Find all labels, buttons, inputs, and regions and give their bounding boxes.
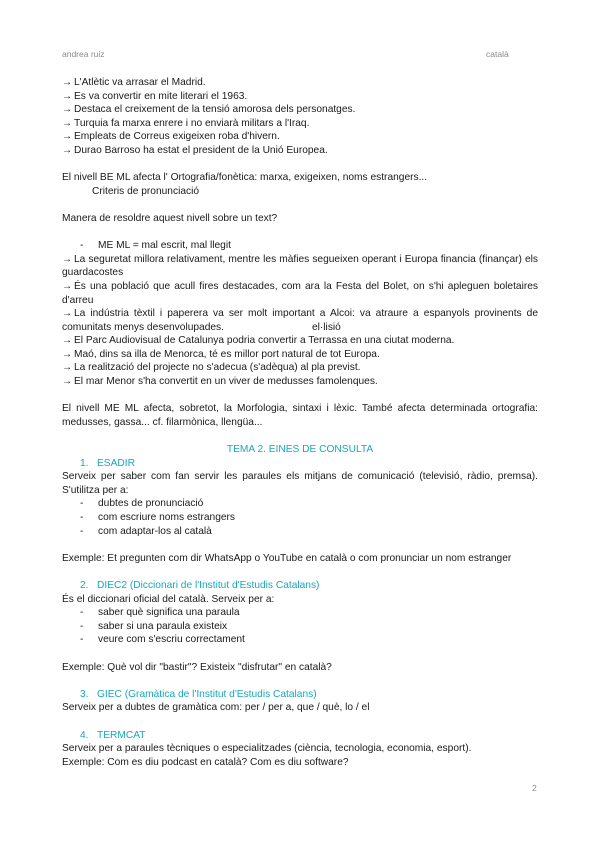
esadir-description: Serveix per saber com fan servir les paraules els mitjans de comunicació (televisió, ràdio, premsa). S'utilitza per a:	[62, 471, 538, 496]
list-item: → La indústria tèxtil i paperera va ser molt important a Alcoi: va atraure a espanyols provinents de comunitats menys desenvolupades. el·lisió	[62, 308, 538, 333]
list-item: - dubtes de pronunciació	[80, 498, 204, 510]
list-item: → La realització del projecte no s'adecua (s'adèqua) al pla previst.	[62, 362, 361, 374]
giec-description: Serveix per a dubtes de gramàtica com: per / per a, que / què, lo / el	[62, 702, 370, 714]
list-item: → Turquia fa marxa enrere i no enviarà militars a l'Iraq.	[62, 117, 310, 129]
diec2-example: Exemple: Què vol dir "bastir"? Existeix "disfrutar" en català?	[62, 661, 332, 673]
arrow-right-icon: →	[62, 335, 73, 347]
header-author: andrea ruiz	[62, 49, 105, 59]
list-item: → La seguretat millora relativament, mentre les màfies segueixen operant i Europa financia (finançar) els guardacostes	[62, 253, 538, 279]
arrow-right-icon: →	[62, 362, 73, 374]
list-item: → És una població que acull fires destacades, com ara la Festa del Bolet, on s'hi apleguen boletaires d'arreu	[62, 280, 538, 306]
page-number: 2	[532, 783, 537, 793]
header-subject: català	[486, 49, 509, 59]
arrow-right-icon: →	[62, 280, 73, 292]
be-ml-text: El nivell BE ML afecta l' Ortografia/fonètica: marxa, exigeixen, noms estrangers...	[62, 172, 428, 184]
list-item: - saber si una paraula existeix	[80, 620, 228, 632]
arrow-right-icon: →	[62, 117, 73, 129]
arrow-right-icon: →	[62, 90, 73, 102]
list-item: - com escriure noms estrangers	[80, 512, 236, 523]
diec2-description: És el diccionari oficial del català. Serveix per a:	[62, 593, 275, 605]
question: Manera de resoldre aquest nivell sobre un text?	[62, 212, 278, 224]
arrow-right-icon: →	[62, 131, 73, 143]
arrow-right-icon: →	[62, 376, 73, 388]
termcat-description: Serveix per a paraules tècniques o especialitzades (ciència, tecnologia, economia, esport).	[62, 743, 472, 755]
arrow-right-icon: →	[62, 104, 73, 116]
arrow-right-icon: →	[62, 144, 73, 156]
esadir-example: Exemple: Et pregunten com dir WhatsApp o YouTube en català o com pronunciar un nom estranger	[62, 552, 512, 564]
list-item: → El Parc Audiovisual de Catalunya podria convertir a Terrassa en una ciutat moderna.	[62, 335, 455, 347]
list-item: → Durao Barroso ha estat el president de la Unió Europea.	[62, 144, 328, 156]
arrow-right-icon: →	[62, 253, 73, 265]
elision-note: el·lisió	[311, 321, 341, 333]
list-item: → Destaca el creixement de la tensió amorosa dels personatges.	[62, 104, 356, 116]
section-heading-termcat: 4. TERMCAT	[80, 729, 146, 741]
be-ml-sub: Criteris de pronunciació	[92, 185, 200, 197]
list-item: → Empleats de Correus exigeixen roba d'hivern.	[62, 131, 280, 143]
list-item: - saber què significa una paraula	[80, 607, 240, 619]
list-item: → El mar Menor s'ha convertit en un viver de medusses famolenques.	[62, 376, 378, 388]
list-item: → L'Atlètic va arrasar el Madrid.	[62, 77, 206, 88]
me-ml-paragraph: El nivell ME ML afecta, sobretot, la Morfologia, sintaxi i lèxic. També afecta determinada ortografia: medusses, gassa... cf. filarmònica, llengüa...	[62, 403, 538, 428]
section-heading-diec2: 2. DIEC2 (Diccionari de l'Institut d'Estudis Catalans)	[80, 579, 320, 591]
termcat-example: Exemple: Com es diu podcast en català? Com es diu software?	[62, 756, 349, 768]
section-title: TEMA 2. EINES DE CONSULTA	[226, 444, 374, 456]
document-body	[62, 76, 538, 769]
section-heading-esadir: 1. ESADIR	[80, 457, 135, 469]
section-heading-giec: 3. GIEC (Gramàtica de l'Institut d'Estudis Catalans)	[80, 688, 317, 700]
list-item: - veure com s'escriu correctament	[80, 634, 245, 646]
arrow-right-icon: →	[62, 308, 73, 320]
me-ml-definition: - ME ML = mal escrit, mal llegit	[80, 240, 231, 252]
arrow-right-icon: →	[62, 348, 73, 360]
list-item: - com adaptar-los al català	[80, 525, 212, 537]
arrow-right-icon: →	[62, 77, 73, 88]
list-item: → Es va convertir en mite literari el 1963.	[62, 90, 248, 102]
list-item: → Maó, dins sa illa de Menorca, té es millor port natural de tot Europa.	[62, 348, 380, 360]
